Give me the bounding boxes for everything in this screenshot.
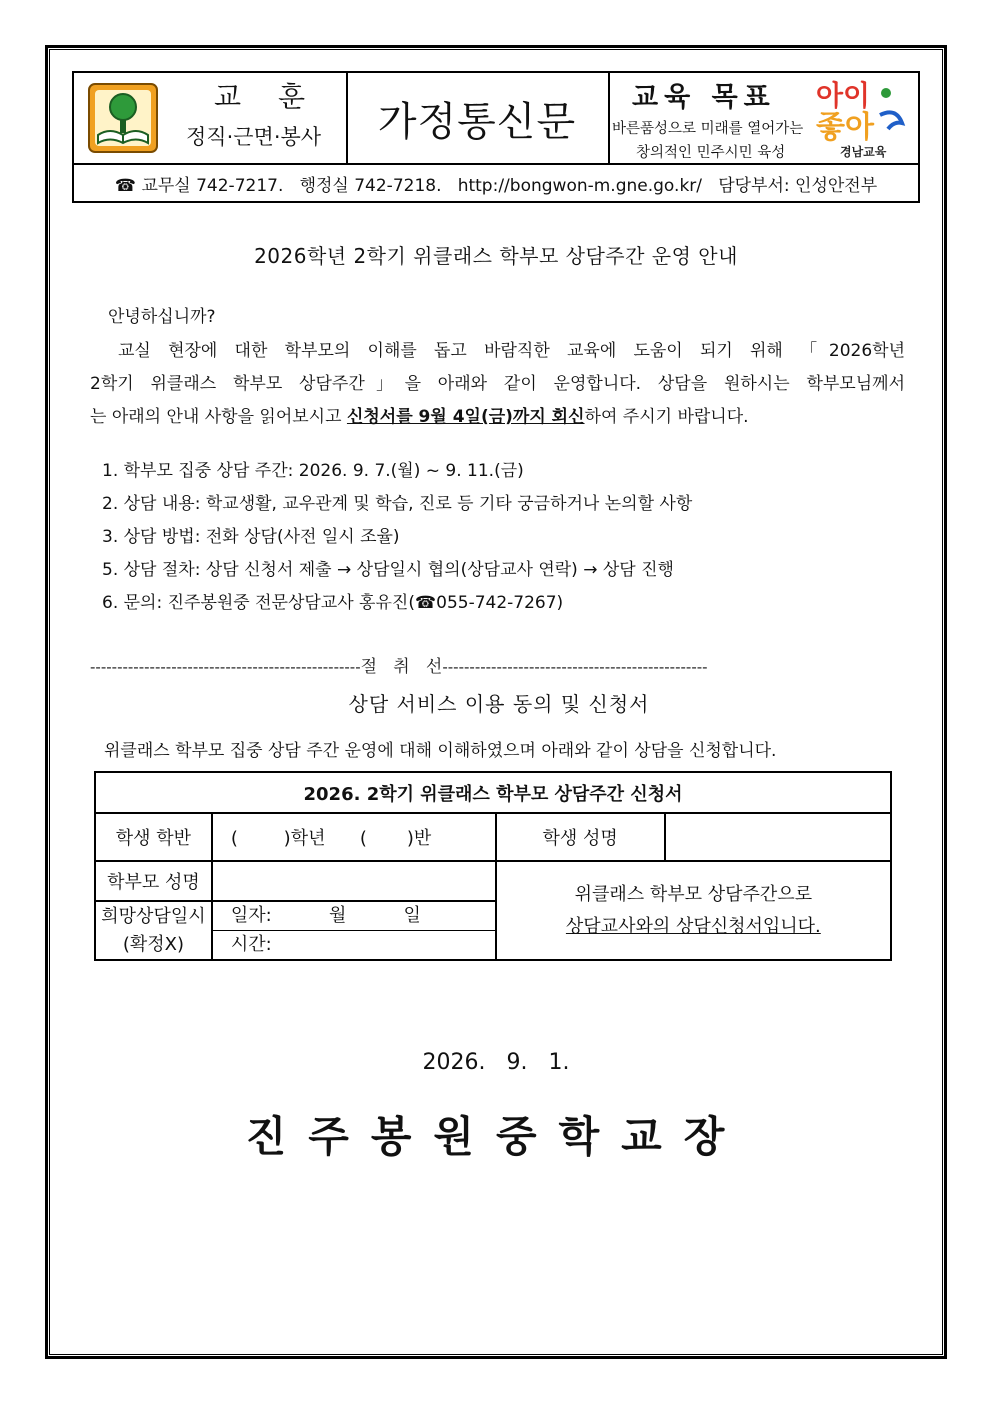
logo-text-top: 아이 (816, 79, 871, 112)
form-intro: 위클래스 학부모 집중 상담 주간 운영에 대해 이해하였으며 아래와 같이 상담을 신청합니다. (104, 741, 777, 761)
education-goal-cell (608, 73, 918, 163)
desired-datetime-label (95, 901, 212, 960)
contact-line: ☎ 교무실 742-7217. 행정실 742-7218. http://bongwon-m.gne.go.kr/ 담당부서: 인성안전부 (114, 175, 878, 196)
desired-datetime-field (212, 901, 496, 960)
cut-line-dashes-right: ------------------------------------------------- (442, 658, 708, 676)
intro-paragraph-line1: 교실 현장에 대한 학부모의 이해를 돕고 바람직한 교육에 도움이 되기 위해 「2026학년 (118, 341, 905, 361)
issue-date: 2026. 9. 1. (422, 1050, 570, 1075)
student-name-field[interactable] (665, 813, 891, 861)
desired-datetime-label-line1: 희망상담일시 (101, 905, 206, 927)
cut-line-dashes-left: -------------------------------------------------- (90, 658, 361, 676)
letterhead-top-row (74, 73, 918, 165)
desired-time-field[interactable]: 시간: (230, 934, 272, 955)
form-note (496, 861, 891, 960)
info-item: 2. 상담 내용: 학교생활, 교우관계 및 학습, 진로 등 기타 궁금하거나 논의할 사항 (102, 494, 693, 514)
parent-name-field[interactable] (212, 861, 496, 901)
goal-label: 교육 목표 (632, 82, 776, 113)
desired-date-field[interactable]: 일자: 월 일 (213, 902, 495, 931)
info-item: 3. 상담 방법: 전화 상담(사전 일시 조율) (102, 527, 400, 547)
letterhead (72, 71, 920, 203)
application-form-table (94, 771, 892, 961)
form-title: 상담 서비스 이용 동의 및 신청서 (348, 692, 650, 716)
document-title: 2026학년 2학기 위클래스 학부모 상담주간 운영 안내 (254, 244, 738, 268)
intro-paragraph-line2: 2학기 위클래스 학부모 상담주간」을 아래와 같이 운영합니다. 상담을 원하시는 학부모님께서 (90, 374, 905, 394)
info-item: 6. 문의: 진주봉원중 전문상담교사 홍유진(☎055-742-7267) (102, 593, 564, 613)
logo-text-bottom: 경남교육 (840, 145, 887, 159)
newsletter-title-cell (346, 73, 610, 163)
motto-label: 교 훈 (214, 80, 319, 113)
form-table-title: 2026. 2학기 위클래스 학부모 상담주간 신청서 (95, 772, 891, 813)
principal-signature: 진주봉원중학교장 (245, 1112, 747, 1161)
gyeongnam-education-logo-icon (810, 77, 910, 159)
info-item: 5. 상담 절차: 상담 신청서 제출 → 상담일시 협의(상담교사 연락) → 상담 진행 (102, 560, 674, 580)
reply-deadline-emphasis: 신청서를 9월 4일(금)까지 회신 (346, 407, 585, 427)
intro-line3-prefix: 는 아래의 안내 사항을 읽어보시고 (90, 407, 347, 427)
motto-text: 정직·근면·봉사 (186, 125, 322, 149)
desired-datetime-label-line2: (확정X) (122, 933, 185, 955)
cut-line-label: 절 취 선 (360, 657, 443, 677)
intro-line3-suffix: 하여 주시기 바랍니다. (584, 407, 749, 427)
student-name-label: 학생 성명 (496, 813, 665, 861)
greeting: 안녕하십니까? (108, 307, 216, 327)
logo-text-mid: 좋아 (816, 110, 874, 145)
goal-text-line2: 창의적인 민주시민 육성 (636, 145, 786, 161)
student-class-label: 학생 학반 (95, 813, 212, 861)
cut-line (90, 652, 890, 677)
info-item: 1. 학부모 집중 상담 주간: 2026. 9. 7.(월) ~ 9. 11.(금) (102, 461, 524, 481)
form-note-line2: 상담교사와의 상담신청서입니다. (565, 915, 821, 937)
parent-name-label: 학부모 성명 (95, 861, 212, 901)
form-note-line1: 위클래스 학부모 상담주간으로 (574, 883, 813, 905)
school-emblem-icon (88, 83, 158, 153)
goal-text-line1: 바른품성으로 미래를 열어가는 (612, 121, 804, 137)
motto-cell (74, 73, 348, 163)
intro-paragraph-line3 (90, 402, 905, 427)
student-class-field[interactable]: ( )학년 ( )반 (212, 813, 496, 861)
newsletter-title: 가정통신문 (377, 98, 577, 145)
